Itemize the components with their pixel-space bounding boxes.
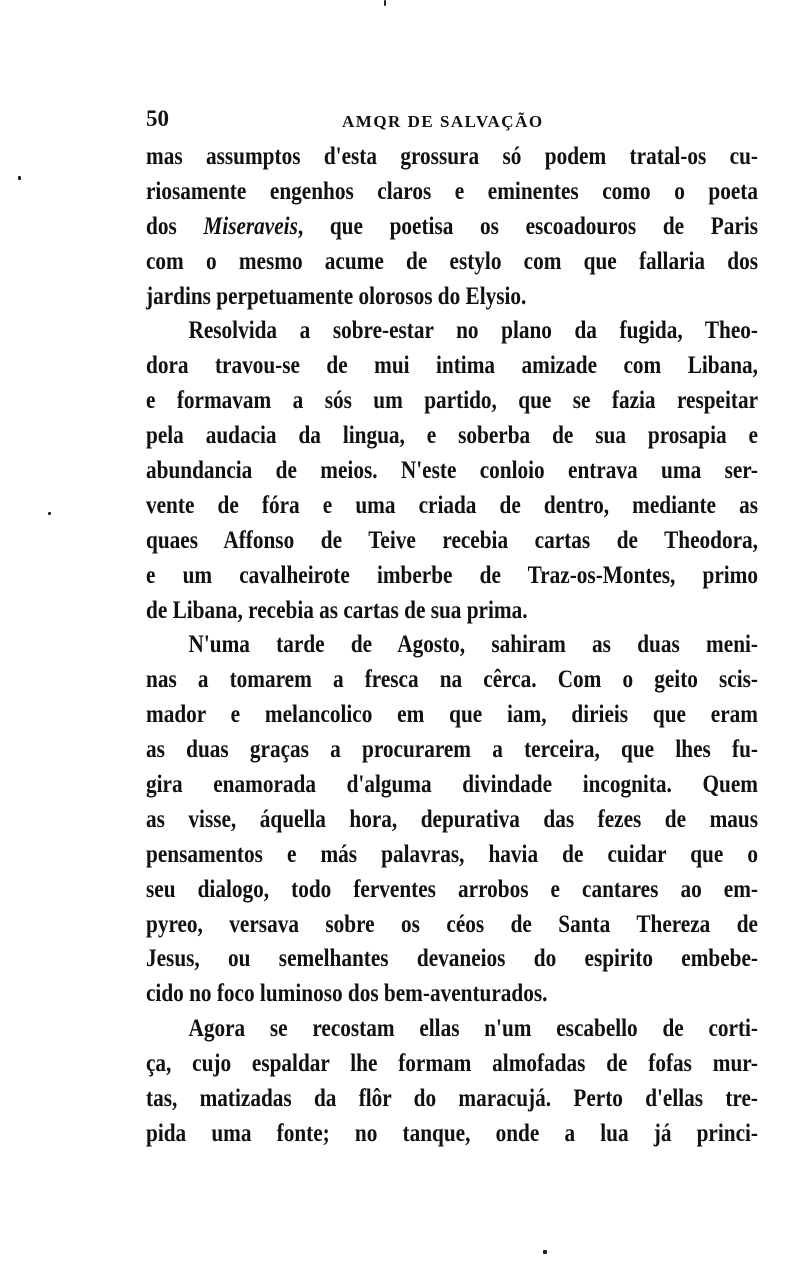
text-line: abundancia de meios. N'este conloio entrava uma ser- xyxy=(146,457,758,485)
text-line: seu dialogo, todo ferventes arrobos e cantares ao em- xyxy=(146,875,758,903)
text-line: Jesus, ou semelhantes devaneios do espirito embebe- xyxy=(146,945,758,973)
text-line: e formavam a sós um partido, que se fazia respeitar xyxy=(146,387,758,415)
text-line: pida uma fonte; no tanque, onde a lua já princi- xyxy=(146,1119,758,1147)
text-line: nas a tomarem a fresca na cêrca. Com o geito scis- xyxy=(146,666,758,694)
text-line: mas assumptos d'esta grossura só podem tratal-os cu- xyxy=(146,143,758,170)
text-segment: dos xyxy=(146,212,204,240)
scan-speck xyxy=(543,1250,547,1254)
text-line: riosamente engenhos claros e eminentes como o poeta xyxy=(146,177,758,205)
text-line: as visse, áquella hora, depurativa das fezes de maus xyxy=(146,805,758,833)
italic-title: Miseraveis xyxy=(203,212,298,240)
text-line: as duas graças a procurarem a terceira, que lhes fu- xyxy=(146,736,758,764)
text-line: com o mesmo acume de estylo com que fallaria dos xyxy=(146,247,758,275)
text-line: ça, cujo espaldar lhe formam almofadas de fofas mur- xyxy=(146,1050,758,1078)
text-line: de Libana, recebia as cartas de sua prima. xyxy=(146,596,528,624)
text-line: gira enamorada d'alguma divindade incognita. Quem xyxy=(146,771,758,799)
text-line: N'uma tarde de Agosto, sahiram as duas meni- xyxy=(188,631,758,659)
text-line: tas, matizadas da flôr do maracujá. Perto d'ellas tre- xyxy=(146,1085,758,1113)
text-line: quaes Affonso de Teive recebia cartas de Theodora, xyxy=(146,526,758,554)
scan-speck xyxy=(384,0,386,6)
scan-speck xyxy=(48,512,51,515)
text-line: Agora se recostam ellas n'um escabello de corti- xyxy=(188,1015,758,1043)
text-line: pyreo, versava sobre os céos de Santa Thereza de xyxy=(146,910,758,938)
text-line xyxy=(146,210,758,245)
page-body xyxy=(146,140,758,1152)
text-line: pensamentos e más palavras, havia de cuidar que o xyxy=(146,840,758,868)
text-line: cido no foco luminoso dos bem-aventurados. xyxy=(146,980,548,1008)
text-line: pela audacia da lingua, e soberba de sua prosapia e xyxy=(146,422,758,450)
text-line: mador e melancolico em que iam, dirieis que eram xyxy=(146,701,758,729)
text-line: dora travou-se de mui intima amizade com Libana, xyxy=(146,352,758,380)
scan-speck xyxy=(18,176,21,180)
text-line: e um cavalheirote imberbe de Traz-os-Montes, primo xyxy=(146,561,758,589)
text-line: jardins perpetuamente olorosos do Elysio. xyxy=(146,282,527,310)
page-number: 50 xyxy=(146,106,169,131)
text-line: Resolvida a sobre-estar no plano da fugida, Theo- xyxy=(188,317,758,345)
text-line: vente de fóra e uma criada de dentro, mediante as xyxy=(146,491,758,519)
running-header xyxy=(146,106,758,140)
running-title: AMQR DE SALVAÇÃO xyxy=(342,112,544,131)
text-segment: , que poetisa os escoadouros de Paris xyxy=(297,212,758,240)
